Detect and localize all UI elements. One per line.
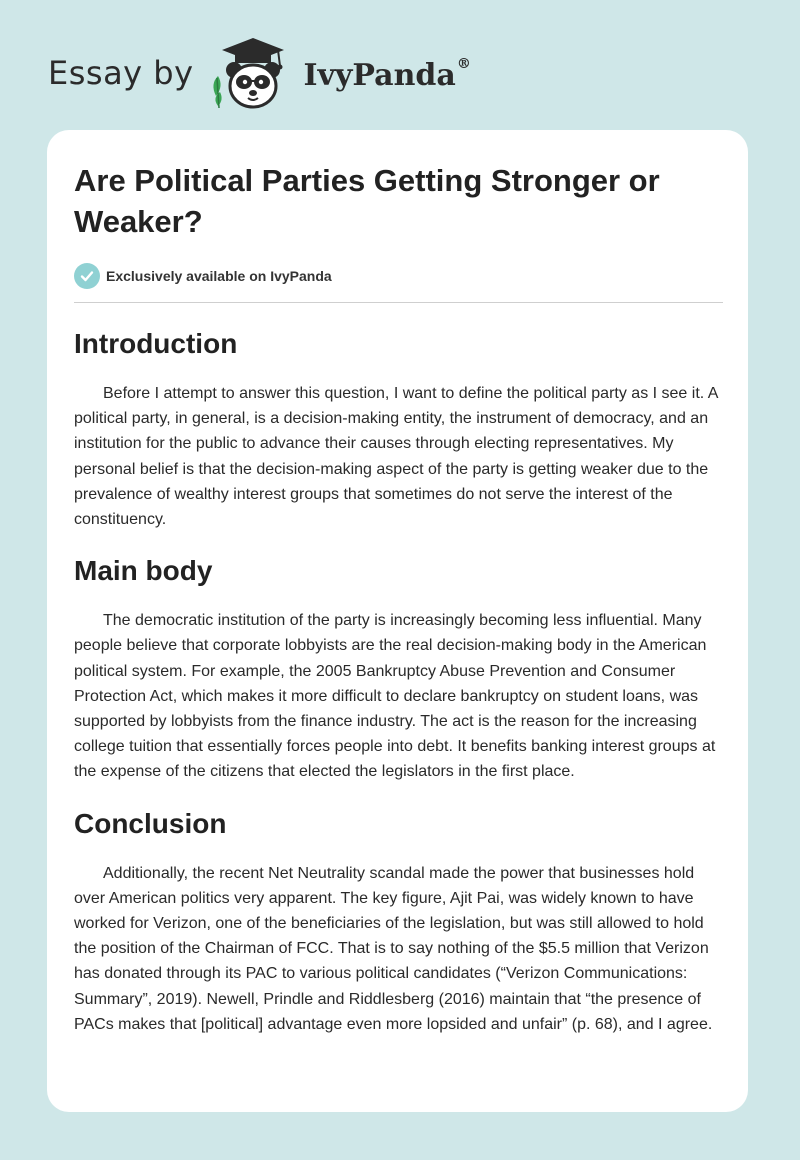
essay-card	[47, 130, 748, 1112]
panda-logo-icon	[208, 36, 298, 112]
check-icon	[74, 263, 100, 289]
essay-by-label: Essay by	[48, 54, 194, 92]
site-header	[48, 34, 548, 114]
section-paragraph-introduction: Before I attempt to answer this question, I want to define the political party as I see it. A political party, in general, is a decision-making entity, the instrument of democracy, and an institution for the public to advance their causes through electing representatives. My personal belief is that the decision-making aspect of the party is getting weaker due to the prevalence of wealthy interest groups that sometimes do not serve the interest of the constituency.	[74, 385, 718, 529]
exclusive-badge-row	[74, 262, 723, 290]
section-heading-introduction: Introduction	[74, 328, 238, 359]
essay-content	[74, 160, 723, 1037]
brand-name	[303, 55, 471, 93]
section-heading-main-body: Main body	[74, 555, 213, 587]
registered-mark: ®	[456, 55, 471, 72]
section-paragraph-main-body: The democratic institution of the party is increasingly becoming less influential. Many people believe that corporate lobbyists are the real decision-making body in the American political system. For example, the 2005 Bankruptcy Abuse Prevention and Consumer Protection Act, which makes it more difficult to declare bankruptcy on student loans, was supported by lobbyists from the finance industry. The act is the reason for the increasing college tuition that essentially forces people into debt. It benefits banking interest groups at the expense of the citizens that elected the legislators in the first place.	[74, 612, 716, 781]
section-paragraph-conclusion: Additionally, the recent Net Neutrality scandal made the power that businesses hold over American politics very apparent. The key figure, Ajit Pai, was widely known to have worked for Verizon, one of the beneficiaries of the legislation, but was still allowed to hold the position of the Chairman of FCC. That is to say nothing of the $5.5 million that Verizon has donated through its PAC to various political candidates (“Verizon Communications: Summary”, 2019). Newell, Prindle and Riddlesberg (2016) maintain that “the presence of PACs makes that [political] advantage even more lopsided and unfair” (p. 68), and I agree.	[74, 864, 713, 1033]
exclusive-label: Exclusively available on IvyPanda	[106, 268, 332, 284]
section-heading-conclusion: Conclusion	[74, 807, 227, 839]
page-title: Are Political Parties Getting Stronger or Weaker?	[74, 163, 660, 239]
divider	[74, 302, 723, 303]
brand-text: IvyPanda	[303, 57, 456, 93]
